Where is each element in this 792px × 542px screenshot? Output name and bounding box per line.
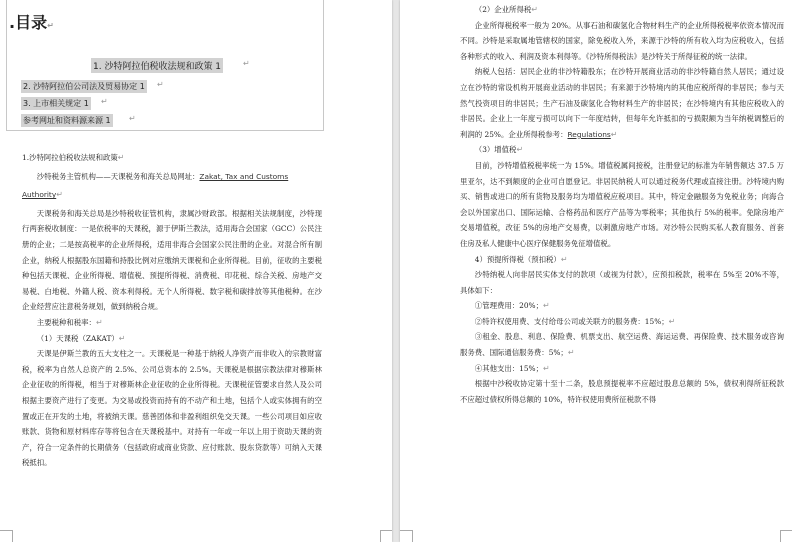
paragraph: 根据中沙税收协定第十至十二条，股息预提税率不应超过股息总额的 5%，债权利得所征税款不应超过债权所得总额的 10%，特许权使用费所征税款不得 — [460, 379, 784, 404]
paragraph: 天课税务和海关总局是沙特税收征管机构，隶属沙财政部。根据相关法规制度，沙特现行两套税收制度：一是依税率的天课税，源于伊斯兰教法，适用海合会国家（GCC）公民注册的企业；二是按高税率的企业所得税，适用非海合会国家公民注册的企业。对混合所有制企业，纳税人根据股东国籍和持股比例对应缴纳天课税和企业所得税。目前，征收的主要税种包括天课税、企业所得税、增值税、预提所得税、消费税、印花税、综合关税、房地产交易税、白地税、外籍人税、资本利得税。无个人所得税、数字税和碳排放等其他税种。在沙企业经营应注意税务规划，做到纳税合规。 — [22, 208, 322, 312]
toc-title: .目录↵ — [9, 13, 54, 32]
crop-mark — [400, 530, 413, 542]
crop-mark — [380, 530, 392, 542]
regulations-link[interactable]: Regulations — [567, 129, 611, 139]
body-text-left — [22, 150, 322, 471]
paragraph: 天课是伊斯兰教的五大支柱之一。天课税是一种基于纳税人净资产而非收入的宗教财富税，税率为自然人总资产的 2.5%、公司总资本的 2.5%。天课税是根据宗教法律对穆斯林企业征收的所得税，相当于对穆斯林企业征收的企业所得税。天课税征管要求自然人及公司根据主要资产进行了变更。为交易或投资而持有的不动产和土地，包括个人或实体拥有的空置或正在开发的土地，将被纳天课。慈善团体和非盈利组织免交天课。一些公司项目如应收账款、货物和原材料库存等将包含在天课税基中。对持有一年或一年以上用于资助天课的资产，符合一定条件的长期债务（包括政府或商业贷款、应付账款、股东贷款等）可纳入天课税抵扣。 — [22, 349, 322, 468]
subsection-heading: （1）天课税（ZAKAT）↵ — [36, 333, 126, 343]
paragraph: 主要税种和税率：↵ — [36, 317, 103, 327]
toc-entry[interactable]: 2. 沙特阿拉伯公司法及贸易协定 1 — [23, 82, 145, 91]
subsection-heading: 4）预提所得税（预扣税）↵ — [474, 254, 568, 264]
list-item: ②特许权使用费、支付给母公司或关联方的服务费：15%；↵ — [474, 316, 676, 326]
section-heading: 1.沙特阿拉伯税收法规和政策↵ — [22, 153, 125, 162]
table-of-contents: .目录↵ 1. 沙特阿拉伯税收法规和政策 1 ↵ 2. 沙特阿拉伯公司法及贸易协定 1 ↵ 3. 上市相关规定 1 ↵ 参考网址和资料源来源 1 ↵ — [6, 0, 324, 131]
paragraph: 沙特纳税人向非居民实体支付的款项（或视为付款），应预扣税款，税率在 5%至 20%不等，具体如下： — [460, 270, 784, 295]
paragraph: 纳税人包括：居民企业的非沙特籍股东；在沙特开展商业活动的非沙特籍自然人居民；通过设立在沙特的常设机构开展商业活动的非居民；有来源于沙特境内的其他应税所得的非居民；参与天然气投资项目的非居民；生产石油及碳氢化合物材料生产的非居民；在沙特境内有其他应税收入的非居民。企业上一年度亏损可以向下一年度结转，但每年允许抵扣的亏损限额为当年纳税调整后的利润的 25%。企业所得税参考：Regulations↵ — [460, 67, 784, 139]
authority-line-cont: Authority↵ — [22, 190, 63, 200]
body-text-right — [460, 2, 784, 407]
list-item: ①管理费用：20%；↵ — [474, 301, 550, 311]
toc-entry[interactable]: 参考网址和资料源来源 1 — [23, 116, 111, 125]
subsection-heading: （3）增值税↵ — [474, 145, 524, 155]
toc-entry[interactable]: 1. 沙特阿拉伯税收法规和政策 1 — [91, 58, 223, 73]
toc-entry[interactable]: 3. 上市相关规定 1 — [23, 99, 89, 108]
crop-mark — [0, 530, 13, 542]
document-page-left — [0, 0, 392, 542]
authority-link-cont[interactable]: Authority — [22, 190, 57, 200]
list-item: ④其他支出：15%；↵ — [474, 363, 550, 373]
paragraph: 企业所得税税率一般为 20%。从事石油和碳氢化合物材料生产的企业所得税税率依资本情况而不同。沙特是采取属地管辖权的国家，除免税收入外，来源于沙特的所有收入均为应税收入，包括各种形式的收入、利润及资本利得等。《沙特所得税法》是沙特关于所得征税的统一法律。 — [460, 20, 784, 61]
paragraph: 目前，沙特增值税税率统一为 15%。增值税属间接税，注册登记的标准为年销售额达 37.5 万里亚尔，达不到额度的企业可自愿登记。非居民纳税人可以通过税务代理或直接注册。沙特境内购买、销售或进口的所有货物及服务均为增值税应税项目。其中，特定金融服务为免税业务；向海合会以外国家出口、国际运输、合格药品和医疗产品等为零税率；其他执行 5%的税率。免除房地产交易增值税，改征 5%的房地产交易费，以刺激房地产市场。对沙特公民购买私人教育服务、首套住房及私人健康中心医疗保健服务免征增值税。 — [460, 160, 784, 248]
crop-mark — [780, 530, 792, 542]
authority-link[interactable]: Zakat, Tax and Customs — [199, 171, 289, 181]
authority-line: 沙特税务主管机构——天课税务和海关总局网址：Zakat, Tax and Customs — [36, 171, 289, 181]
subsection-heading: （2）企业所得税↵ — [474, 5, 538, 14]
list-item: ③租金、股息、利息、保险费、机票支出、航空运费、海运运费、再保险费、技术服务或咨询服务费、国际通信服务费：5%；↵ — [460, 332, 784, 358]
